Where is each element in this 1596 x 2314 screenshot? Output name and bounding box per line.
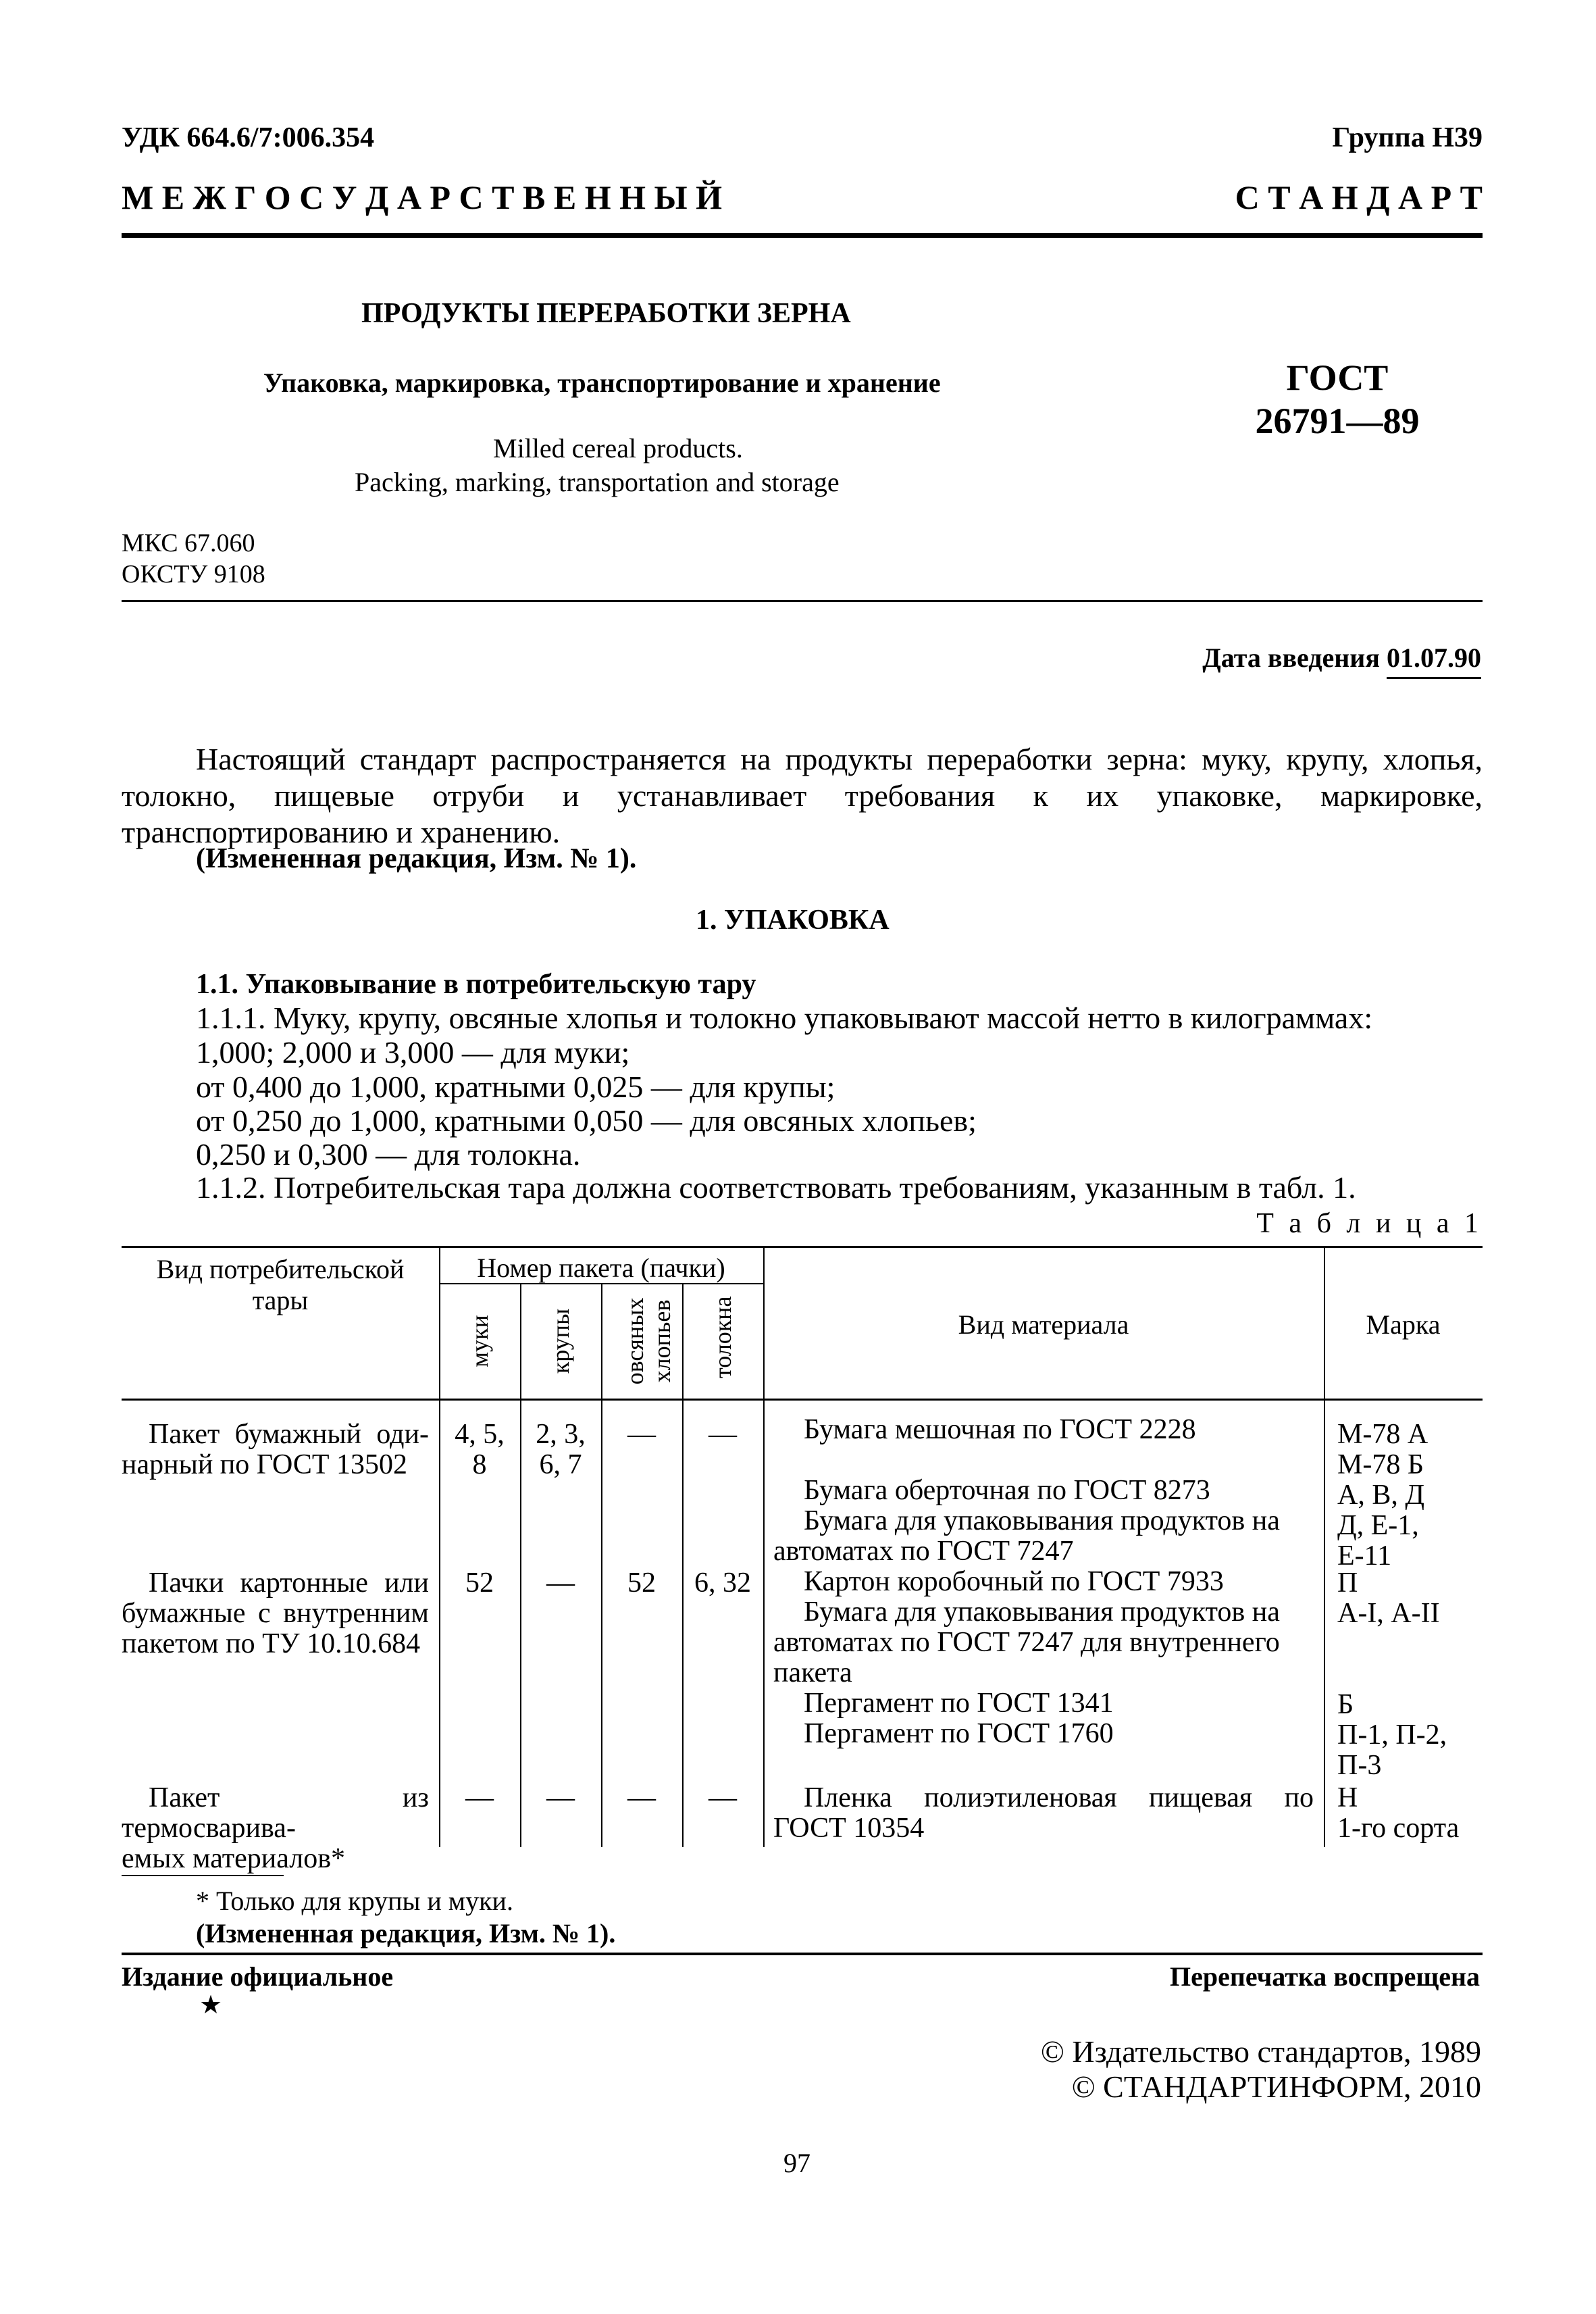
material-karton-korobochny: Картон коробочный по ГОСТ 7933 bbox=[804, 1566, 1224, 1597]
row3-muka: — bbox=[465, 1782, 494, 1813]
header-packet-number: Номер пакета (пачки) bbox=[477, 1253, 725, 1283]
english-title-line1: Milled cereal products. bbox=[493, 433, 743, 463]
mark-p: П bbox=[1337, 1567, 1358, 1599]
material-bumaga-avtomat-1: Бумага для упаковывания продуктов на автоматах по ГОСТ 7247 bbox=[773, 1505, 1280, 1567]
mark-m78b: М-78 Б bbox=[1337, 1449, 1424, 1480]
mark-n: Н 1-го сорта bbox=[1337, 1782, 1460, 1844]
mark-b: Б bbox=[1337, 1689, 1354, 1720]
udk-code: УДК 664.6/7:006.354 bbox=[122, 122, 375, 153]
group-code: Группа Н39 bbox=[1332, 122, 1483, 153]
header-material: Вид материала bbox=[958, 1309, 1129, 1340]
table-caption: Т а б л и ц а 1 bbox=[1256, 1208, 1483, 1239]
material-bumaga-avtomat-2: Бумага для упаковывания продуктов на автоматах по ГОСТ 7247 для внутреннего пакета bbox=[773, 1596, 1280, 1688]
row1-krupa: 2, 3, 6, 7 bbox=[536, 1419, 586, 1480]
introduction-date-value: 01.07.90 bbox=[1387, 643, 1481, 679]
footnote-revision: (Измененная редакция, Изм. № 1). bbox=[196, 1918, 616, 1948]
okstu-code: ОКСТУ 9108 bbox=[122, 560, 265, 588]
clause-1-1-2: 1.1.2. Потребительская тара должна соответствовать требованиям, указанным в табл. 1. bbox=[196, 1170, 1356, 1205]
document-subtitle: Упаковка, маркировка, транспортирование и хранение bbox=[263, 368, 941, 398]
introduction-date-label: Дата введения bbox=[1202, 643, 1380, 673]
col-rule-3 bbox=[601, 1283, 602, 1847]
reprint-forbidden: Перепечатка воспрещена bbox=[1170, 1961, 1480, 1992]
footer-rule bbox=[122, 1953, 1483, 1955]
row3-krupa: — bbox=[546, 1782, 575, 1813]
hlopya-mass-line: от 0,250 до 1,000, кратными 0,050 — для овсяных хлопьев; bbox=[196, 1103, 977, 1138]
col-rule-1 bbox=[439, 1246, 440, 1847]
banner-word-2: С Т А Н Д А Р Т bbox=[1235, 178, 1483, 216]
row2-krupa: — bbox=[546, 1567, 575, 1599]
interstate-standard-banner bbox=[122, 177, 1483, 218]
banner-word-1: М Е Ж Г О С У Д А Р С Т В Е Н Н Ы Й bbox=[122, 178, 722, 216]
header-bottom-rule bbox=[122, 1399, 1483, 1401]
krupa-mass-line: от 0,400 до 1,000, кратными 0,025 — для крупы; bbox=[196, 1070, 835, 1104]
edition-official: Издание официальное bbox=[122, 1961, 394, 1992]
row2-tara: Пачки картонные или бумажные с внутренним пакетом по ТУ 10.10.684 bbox=[122, 1567, 429, 1659]
row2-muka: 52 bbox=[465, 1567, 494, 1599]
header-muki: муки bbox=[466, 1315, 493, 1367]
star-icon: ★ bbox=[199, 1991, 223, 2019]
clause-1-1-1: 1.1.1. Муку, крупу, овсяные хлопья и толокно упаковывают массой нетто в килограммах: bbox=[196, 1001, 1373, 1035]
intro-revision-note: (Измененная редакция, Изм. № 1). bbox=[196, 843, 637, 874]
muka-mass-line: 1,000; 2,000 и 3,000 — для муки; bbox=[196, 1035, 630, 1070]
gost-number: 26791—89 bbox=[1255, 401, 1420, 441]
material-plenka: Пленка полиэтиленовая пищевая по ГОСТ 10354 bbox=[773, 1782, 1314, 1844]
copyright-2010: © СТАНДАРТИНФОРМ, 2010 bbox=[1071, 2069, 1481, 2104]
document-title: ПРОДУКТЫ ПЕРЕРАБОТКИ ЗЕРНА bbox=[361, 298, 851, 329]
row1-tara: Пакет бумажный оди- нарный по ГОСТ 13502 bbox=[122, 1419, 429, 1480]
row1-muka: 4, 5, 8 bbox=[455, 1419, 505, 1480]
banner-rule bbox=[122, 233, 1483, 238]
tolokno-mass-line: 0,250 и 0,300 — для толокна. bbox=[196, 1137, 581, 1172]
mark-p1-p2: П-1, П-2, П-3 bbox=[1337, 1719, 1447, 1781]
codes-rule bbox=[122, 600, 1483, 602]
mark-m78a: М-78 А bbox=[1337, 1419, 1428, 1450]
col-rule-4 bbox=[682, 1283, 684, 1847]
footnote-text: * Только для крупы и муки. bbox=[196, 1886, 513, 1916]
header-mark: Марка bbox=[1366, 1309, 1441, 1340]
gost-label: ГОСТ bbox=[1286, 357, 1389, 398]
footnote-rule bbox=[122, 1875, 284, 1876]
english-title-line2: Packing, marking, transportation and storage bbox=[355, 467, 840, 497]
table-1 bbox=[122, 1246, 1483, 1874]
row1-hlopya: — bbox=[627, 1419, 656, 1450]
copyright-1989: © Издательство стандартов, 1989 bbox=[1040, 2034, 1481, 2069]
row2-tolokno: 6, 32 bbox=[694, 1567, 751, 1599]
mks-code: МКС 67.060 bbox=[122, 529, 255, 557]
intro-paragraph: Настоящий стандарт распространяется на продукты переработки зерна: муку, крупу, хлопья, толокно, пищевые отруби и устанавливает требования к их упаковке, маркировке, транспортированию и хранению. bbox=[122, 742, 1483, 849]
row2-hlopya: 52 bbox=[627, 1567, 656, 1599]
introduction-date bbox=[1202, 642, 1481, 674]
mark-a1-a2: А-I, А-II bbox=[1337, 1598, 1440, 1629]
row1-tolokno: — bbox=[709, 1419, 737, 1450]
header-ovsyanyh-hlopyev: овсяных хлопьев bbox=[621, 1297, 675, 1385]
section-1-title: 1. УПАКОВКА bbox=[696, 905, 890, 936]
col-rule-2 bbox=[520, 1283, 521, 1847]
header-tolokna: толокна bbox=[709, 1296, 736, 1378]
material-bumaga-meshochnaya: Бумага мешочная по ГОСТ 2228 bbox=[804, 1414, 1196, 1445]
table-top-rule bbox=[122, 1246, 1483, 1248]
section-1-1-title: 1.1. Упаковывание в потребительскую тару bbox=[196, 969, 756, 1000]
mark-avd: А, В, Д bbox=[1337, 1480, 1424, 1511]
material-pergament-1760: Пергамент по ГОСТ 1760 bbox=[804, 1718, 1114, 1749]
material-pergament-1341: Пергамент по ГОСТ 1341 bbox=[804, 1688, 1114, 1719]
header-krupy: крупы bbox=[547, 1308, 574, 1374]
mark-d-e1: Д, Е-1, Е-11 bbox=[1337, 1510, 1419, 1571]
header-tara: Вид потребительской тары bbox=[156, 1254, 405, 1315]
page-number: 97 bbox=[783, 2148, 810, 2178]
row3-hlopya: — bbox=[627, 1782, 656, 1813]
material-bumaga-obertochnaya: Бумага оберточная по ГОСТ 8273 bbox=[804, 1475, 1210, 1506]
row3-tara: Пакет из термосварива- емых материалов* bbox=[122, 1782, 429, 1874]
row3-tolokno: — bbox=[709, 1782, 737, 1813]
